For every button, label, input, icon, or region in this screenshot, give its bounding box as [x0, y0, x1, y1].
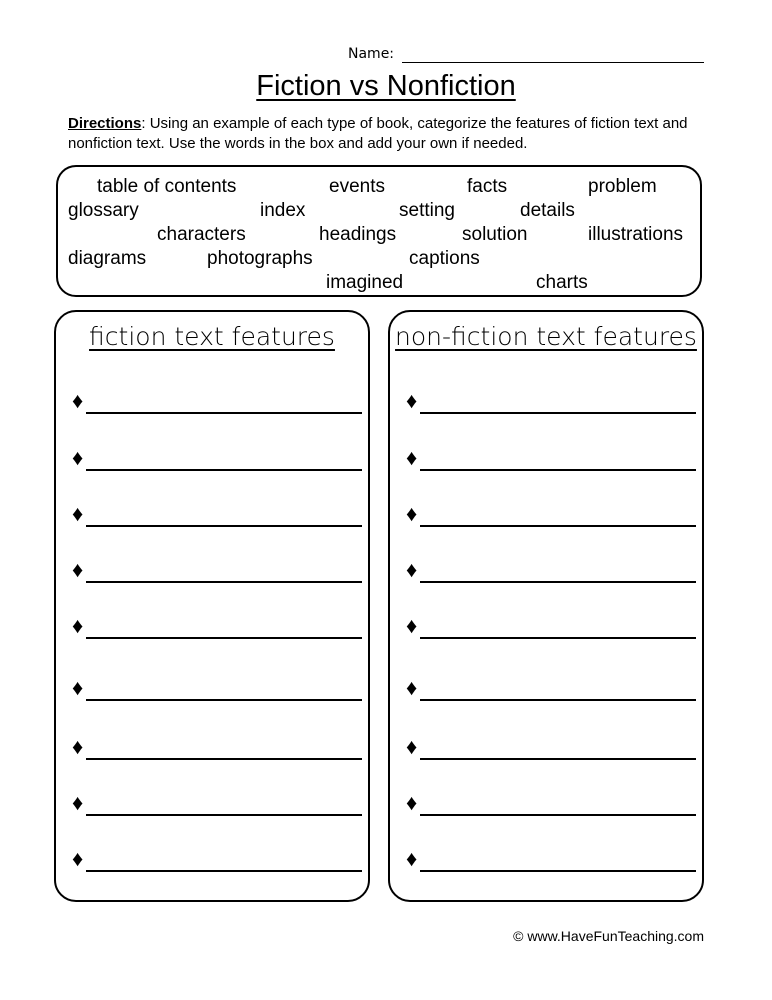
answer-entry[interactable] [72, 790, 362, 818]
diamond-bullet-icon: ♦ [72, 846, 84, 871]
diamond-bullet-icon: ♦ [72, 790, 84, 815]
word-bank-word: headings [319, 224, 397, 245]
answer-line[interactable] [86, 758, 362, 760]
answer-line[interactable] [420, 814, 696, 816]
answer-entry[interactable] [406, 388, 696, 416]
answer-line[interactable] [86, 699, 362, 701]
word-bank-word: photographs [207, 248, 313, 269]
word-bank-word: glossary [68, 200, 139, 221]
answer-line[interactable] [420, 637, 696, 639]
diamond-bullet-icon: ♦ [406, 734, 418, 759]
nonfiction-features-column [388, 310, 704, 902]
answer-entry[interactable] [406, 734, 696, 762]
diamond-bullet-icon: ♦ [406, 675, 418, 700]
answer-entry[interactable] [72, 388, 362, 416]
answer-entry[interactable] [72, 445, 362, 473]
word-bank-word: captions [409, 248, 480, 269]
word-bank-word: solution [462, 224, 528, 245]
answer-line[interactable] [86, 525, 362, 527]
answer-entry[interactable] [72, 734, 362, 762]
fiction-features-column [54, 310, 370, 902]
directions-label: Directions [68, 115, 142, 132]
answer-entry[interactable] [406, 613, 696, 641]
diamond-bullet-icon: ♦ [406, 445, 418, 470]
diamond-bullet-icon: ♦ [72, 445, 84, 470]
answer-entry[interactable] [406, 445, 696, 473]
answer-line[interactable] [86, 469, 362, 471]
diamond-bullet-icon: ♦ [72, 557, 84, 582]
diamond-bullet-icon: ♦ [406, 501, 418, 526]
diamond-bullet-icon: ♦ [406, 557, 418, 582]
name-label: Name: [348, 46, 395, 62]
fiction-column-heading: fiction text features [89, 322, 335, 351]
diamond-bullet-icon: ♦ [406, 613, 418, 638]
answer-line[interactable] [86, 814, 362, 816]
diamond-bullet-icon: ♦ [72, 613, 84, 638]
word-bank-word: diagrams [68, 248, 147, 269]
word-bank-word: table of contents [97, 176, 237, 197]
word-bank-word: index [260, 200, 306, 221]
word-bank-word: illustrations [588, 224, 684, 245]
diamond-bullet-icon: ♦ [406, 388, 418, 413]
nonfiction-column-heading: non-fiction text features [395, 322, 697, 351]
answer-line[interactable] [420, 699, 696, 701]
answer-entry[interactable] [72, 557, 362, 585]
diamond-bullet-icon: ♦ [72, 388, 84, 413]
answer-entry[interactable] [406, 501, 696, 529]
worksheet-title: Fiction vs Nonfiction [256, 70, 516, 102]
answer-line[interactable] [420, 412, 696, 414]
word-bank-word: events [329, 176, 385, 197]
word-bank-word: charts [536, 272, 588, 293]
directions [68, 114, 708, 154]
answer-line[interactable] [86, 637, 362, 639]
word-bank-word: details [520, 200, 575, 221]
answer-entry[interactable] [72, 613, 362, 641]
diamond-bullet-icon: ♦ [72, 675, 84, 700]
answer-line[interactable] [420, 870, 696, 872]
copyright-footer: © www.HaveFunTeaching.com [513, 928, 704, 944]
answer-entry[interactable] [406, 846, 696, 874]
word-bank-word: problem [588, 176, 657, 197]
diamond-bullet-icon: ♦ [72, 734, 84, 759]
diamond-bullet-icon: ♦ [406, 790, 418, 815]
answer-entry[interactable] [72, 675, 362, 703]
answer-entry[interactable] [406, 790, 696, 818]
answer-line[interactable] [420, 525, 696, 527]
diamond-bullet-icon: ♦ [406, 846, 418, 871]
word-bank-word: setting [399, 200, 455, 221]
word-bank-word: imagined [326, 272, 404, 293]
name-answer-line[interactable] [402, 62, 704, 63]
answer-line[interactable] [86, 581, 362, 583]
answer-line[interactable] [86, 412, 362, 414]
answer-line[interactable] [420, 581, 696, 583]
word-bank-word: characters [157, 224, 246, 245]
answer-entry[interactable] [406, 675, 696, 703]
answer-entry[interactable] [72, 501, 362, 529]
answer-line[interactable] [86, 870, 362, 872]
word-bank-box [56, 165, 702, 297]
answer-line[interactable] [420, 469, 696, 471]
answer-entry[interactable] [72, 846, 362, 874]
word-bank-word: facts [467, 176, 508, 197]
answer-line[interactable] [420, 758, 696, 760]
directions-text: : Using an example of each type of book, categorize the features of fiction text and nonfiction text. Use the words in the box and add your own if needed. [68, 115, 688, 152]
diamond-bullet-icon: ♦ [72, 501, 84, 526]
answer-entry[interactable] [406, 557, 696, 585]
